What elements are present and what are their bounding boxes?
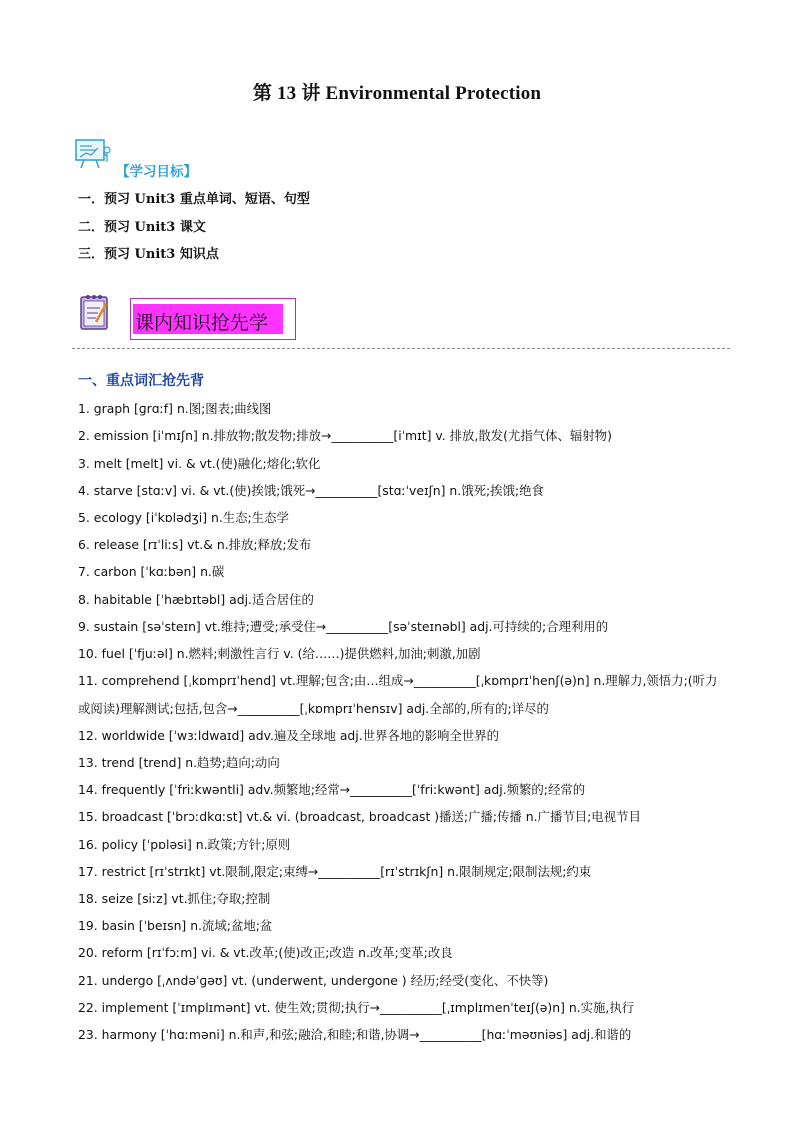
notepad-icon [78,292,112,332]
vocab-item: 22. implement [ˈɪmplɪmənt] vt. 使生效;贯彻;执行→__________[ˌɪmplɪmenˈteɪʃ(ə)n] n.实施,执行 [78,1000,635,1015]
vocab-item: 6. release [rɪˈliːs] vt.& n.排放;释放;发布 [78,537,312,552]
vocab-item: 17. restrict [rɪˈstrɪkt] vt.限制,限定;束缚→__________[rɪˈstrɪkʃn] n.限制规定;限制法规;约束 [78,864,592,879]
vocab-item: 16. policy [ˈpɒləsi] n.政策;方针;原则 [78,837,291,852]
section-heading: 一、重点词汇抢先背 [78,373,204,389]
section-banner [130,298,296,340]
vocab-item: 3. melt [melt] vi. & vt.(使)融化;熔化;软化 [78,456,321,471]
vocab-item: 18. seize [siːz] vt.抓住;夺取;控制 [78,891,271,906]
vocab-item: 4. starve [stɑːv] vi. & vt.(使)挨饿;饿死→__________[stɑːˈveɪʃn] n.饿死;挨饿;绝食 [78,483,544,498]
vocab-item: 13. trend [trend] n.趋势;趋向;动向 [78,755,280,770]
vocab-item: 12. worldwide [ˈwɜːldwaɪd] adv.遍及全球地 adj.世界各地的影响全世界的 [78,728,499,743]
vocab-item: 8. habitable [ˈhæbɪtəbl] adj.适合居住的 [78,592,314,607]
vocab-item: 7. carbon [ˈkɑːbən] n.碳 [78,564,225,579]
vocab-item: 9. sustain [səˈsteɪn] vt.维持;遭受;承受住→__________[səˈsteɪnəbl] adj.可持续的;合理利用的 [78,619,609,634]
objective-item: 二．预习 Unit3 课文 [78,220,206,235]
dashed-divider [72,348,730,349]
vocab-item-continued: 或阅读)理解测试;包括,包含→__________[ˌkɒmprɪˈhensɪv] adj.全部的,所有的;详尽的 [78,701,549,716]
vocab-item: 5. ecology [iˈkɒlədʒi] n.生态;生态学 [78,510,289,525]
vocab-item: 10. fuel [ˈfjuːəl] n.燃料;刺激性言行 v. (给……)提供燃料,加油;刺激,加剧 [78,646,481,661]
vocab-item: 1. graph [ɡrɑːf] n.图;图表;曲线图 [78,401,272,416]
vocab-item: 21. undergo [ˌʌndəˈɡəʊ] vt. (underwent, undergone ) 经历;经受(变化、不快等) [78,973,549,988]
vocab-item: 19. basin [ˈbeɪsn] n.流域;盆地;盆 [78,918,273,933]
page-title: 第 13 讲 Environmental Protection [252,83,542,104]
learning-goals-label: 【学习目标】 [116,164,197,180]
objective-item: 三．预习 Unit3 知识点 [78,247,219,262]
vocab-item: 20. reform [rɪˈfɔːm] vi. & vt.改革;(使)改正;改造 n.改革;变革;改良 [78,945,453,960]
vocab-item: 2. emission [iˈmɪʃn] n.排放物;散发物;排放→__________[iˈmɪt] v. 排放,散发(尤指气体、辐射物) [78,428,612,443]
vocab-item: 14. frequently [ˈfriːkwəntli] adv.频繁地;经常→__________[ˈfriːkwənt] adj.频繁的;经常的 [78,782,586,797]
banner-text: 课内知识抢先学 [135,312,269,334]
vocab-item: 15. broadcast [ˈbrɔːdkɑːst] vt.& vi. (broadcast, broadcast )播送;广播;传播 n.广播节目;电视节目 [78,809,641,824]
vocab-item: 23. harmony [ˈhɑːməni] n.和声,和弦;融洽,和睦;和谐,协调→__________[hɑːˈməʊniəs] adj.和谐的 [78,1027,632,1042]
vocab-item: 11. comprehend [ˌkɒmprɪˈhend] vt.理解;包含;由…组成→__________[ˌkɒmprɪˈhenʃ(ə)n] n.理解力,领悟力;(听力 [78,673,718,688]
objective-item: 一．预习 Unit3 重点单词、短语、句型 [78,192,310,207]
whiteboard-icon [74,138,112,170]
